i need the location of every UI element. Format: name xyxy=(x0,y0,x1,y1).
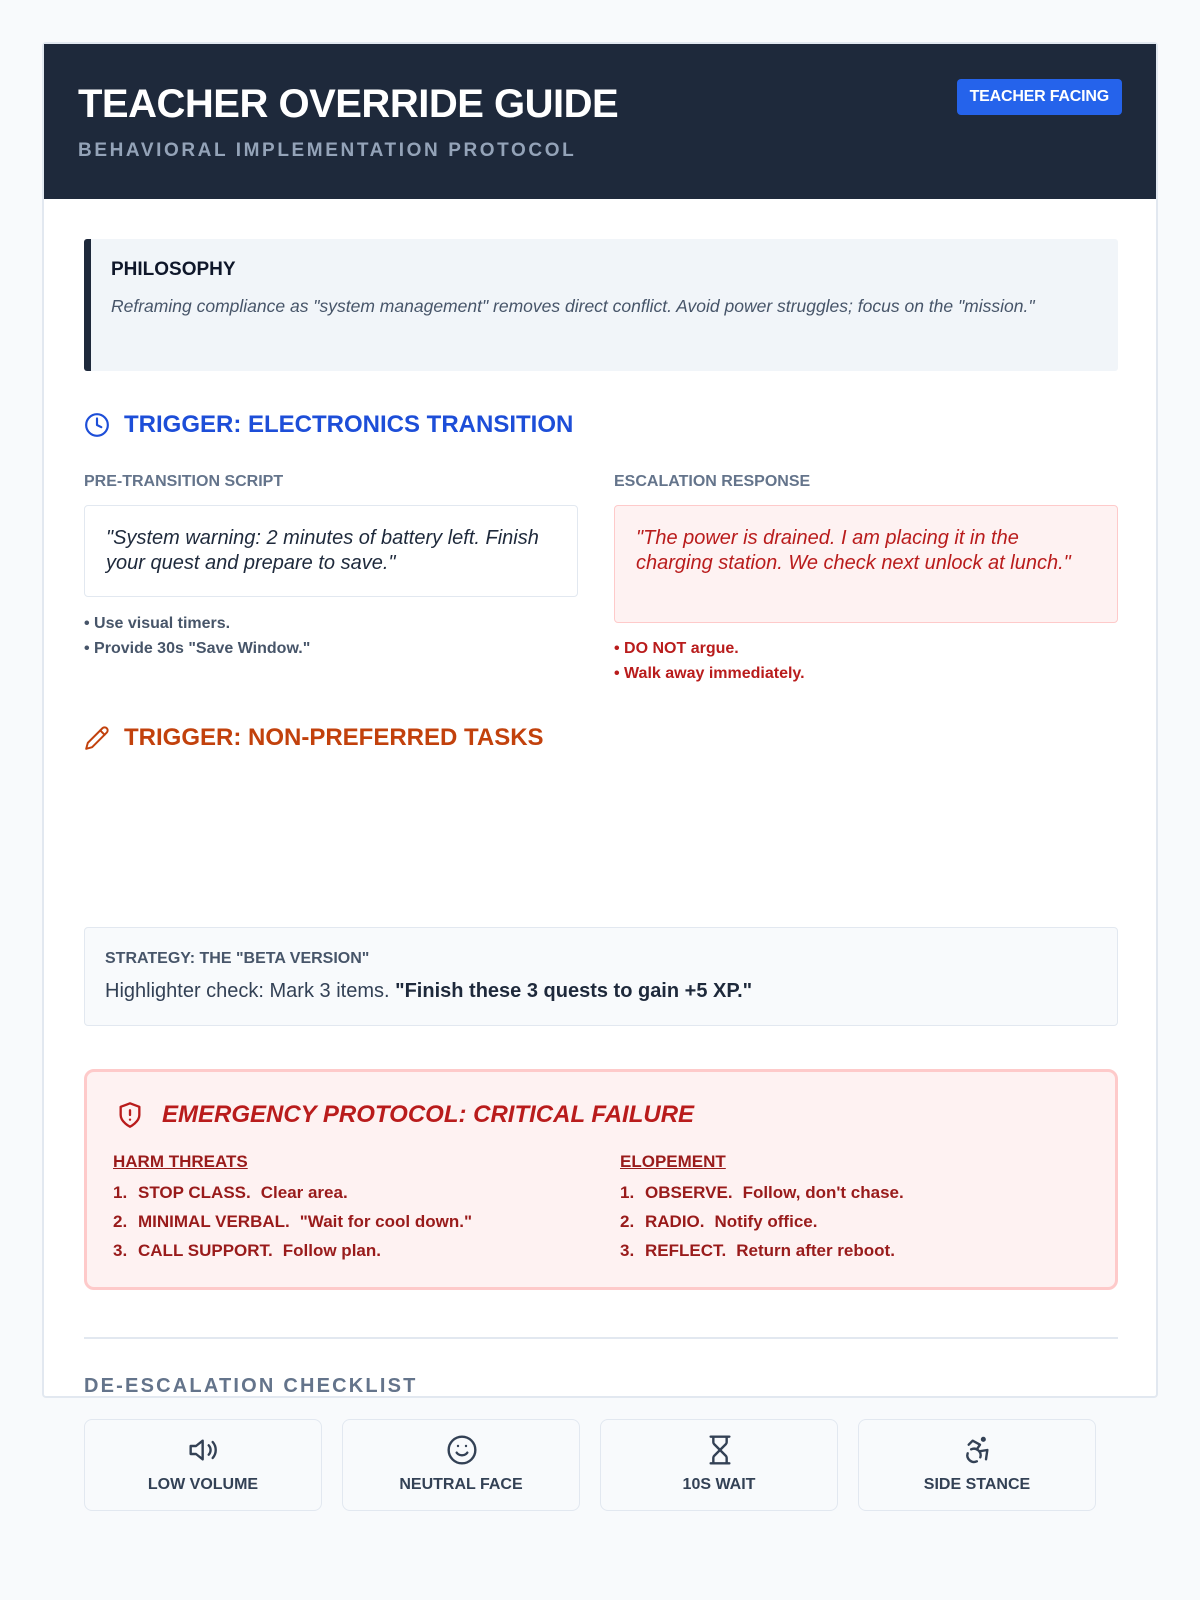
page-title: TEACHER OVERRIDE GUIDE xyxy=(78,82,619,126)
strategy-quote: "Finish these 3 quests to gain +5 XP." xyxy=(395,980,753,1002)
guide-card xyxy=(42,42,1158,1493)
harm-threats-heading: HARM THREATS xyxy=(113,1152,248,1171)
emergency-protocol-box xyxy=(84,1069,1118,1290)
list-item: • Walk away immediately. xyxy=(614,665,805,682)
strategy-label: STRATEGY: THE "BETA VERSION" xyxy=(105,950,370,967)
list-item: 3. REFLECT. Return after reboot. xyxy=(620,1241,895,1260)
emergency-title-text: EMERGENCY PROTOCOL: CRITICAL FAILURE xyxy=(162,1101,695,1128)
pre-transition-bullets xyxy=(84,611,310,661)
accessibility-icon xyxy=(962,1434,994,1466)
elopement-heading: ELOPEMENT xyxy=(620,1152,726,1171)
philosophy-heading: PHILOSOPHY xyxy=(111,259,236,280)
checklist-item-wait xyxy=(600,1419,838,1511)
section-divider xyxy=(84,1337,1118,1339)
emergency-title xyxy=(116,1100,694,1130)
philosophy-callout xyxy=(84,239,1118,371)
checklist-title: DE-ESCALATION CHECKLIST xyxy=(84,1375,418,1397)
elopement-column xyxy=(620,1152,904,1265)
strategy-box xyxy=(84,927,1118,1026)
pre-transition-script: "System warning: 2 minutes of battery left. Finish your quest and prepare to save." xyxy=(84,505,578,597)
list-item: • DO NOT argue. xyxy=(614,640,739,657)
philosophy-text: Reframing compliance as "system management" removes direct conflict. Avoid power struggles; focus on the "mission." xyxy=(111,296,1035,316)
checklist-item-label: NEUTRAL FACE xyxy=(399,1476,523,1493)
checklist-item-low-volume xyxy=(84,1419,322,1511)
list-item: 1. OBSERVE. Follow, don't chase. xyxy=(620,1183,904,1202)
hourglass-icon xyxy=(704,1434,736,1466)
header xyxy=(44,44,1156,199)
harm-threats-column xyxy=(113,1152,472,1265)
pencil-icon xyxy=(84,725,110,751)
pre-transition-label: PRE-TRANSITION SCRIPT xyxy=(84,473,284,490)
checklist-item-label: LOW VOLUME xyxy=(147,1476,259,1493)
checklist-item-side-stance xyxy=(858,1419,1096,1511)
smile-icon xyxy=(446,1434,478,1466)
electronics-title-text: TRIGGER: ELECTRONICS TRANSITION xyxy=(124,411,574,438)
list-item: 1. STOP CLASS. Clear area. xyxy=(113,1183,348,1202)
clock-icon xyxy=(84,412,110,438)
audience-badge: TEACHER FACING xyxy=(957,79,1122,115)
page-subtitle: BEHAVIORAL IMPLEMENTATION PROTOCOL xyxy=(78,140,577,161)
list-item: • Provide 30s "Save Window." xyxy=(84,640,311,657)
electronics-section-title xyxy=(84,411,573,439)
strategy-instruction: Highlighter check: Mark 3 items. xyxy=(105,980,390,1002)
list-item: 2. RADIO. Notify office. xyxy=(620,1212,818,1231)
checklist-item-neutral-face xyxy=(342,1419,580,1511)
shield-alert-icon xyxy=(116,1100,144,1130)
checklist-item-label: SIDE STANCE xyxy=(923,1476,1031,1493)
tasks-title-text: TRIGGER: NON-PREFERRED TASKS xyxy=(124,724,544,751)
tasks-section-title xyxy=(84,724,544,752)
checklist-item-label: 10S WAIT xyxy=(682,1476,756,1493)
escalation-bullets xyxy=(614,636,805,686)
escalation-script: "The power is drained. I am placing it in the charging station. We check next unlock at lunch." xyxy=(614,505,1118,623)
list-item: • Use visual timers. xyxy=(84,615,231,632)
list-item: 3. CALL SUPPORT. Follow plan. xyxy=(113,1241,381,1260)
volume-low-icon xyxy=(188,1434,220,1466)
list-item: 2. MINIMAL VERBAL. "Wait for cool down." xyxy=(113,1212,472,1231)
escalation-label: ESCALATION RESPONSE xyxy=(614,473,811,490)
strategy-text xyxy=(105,980,1097,1003)
